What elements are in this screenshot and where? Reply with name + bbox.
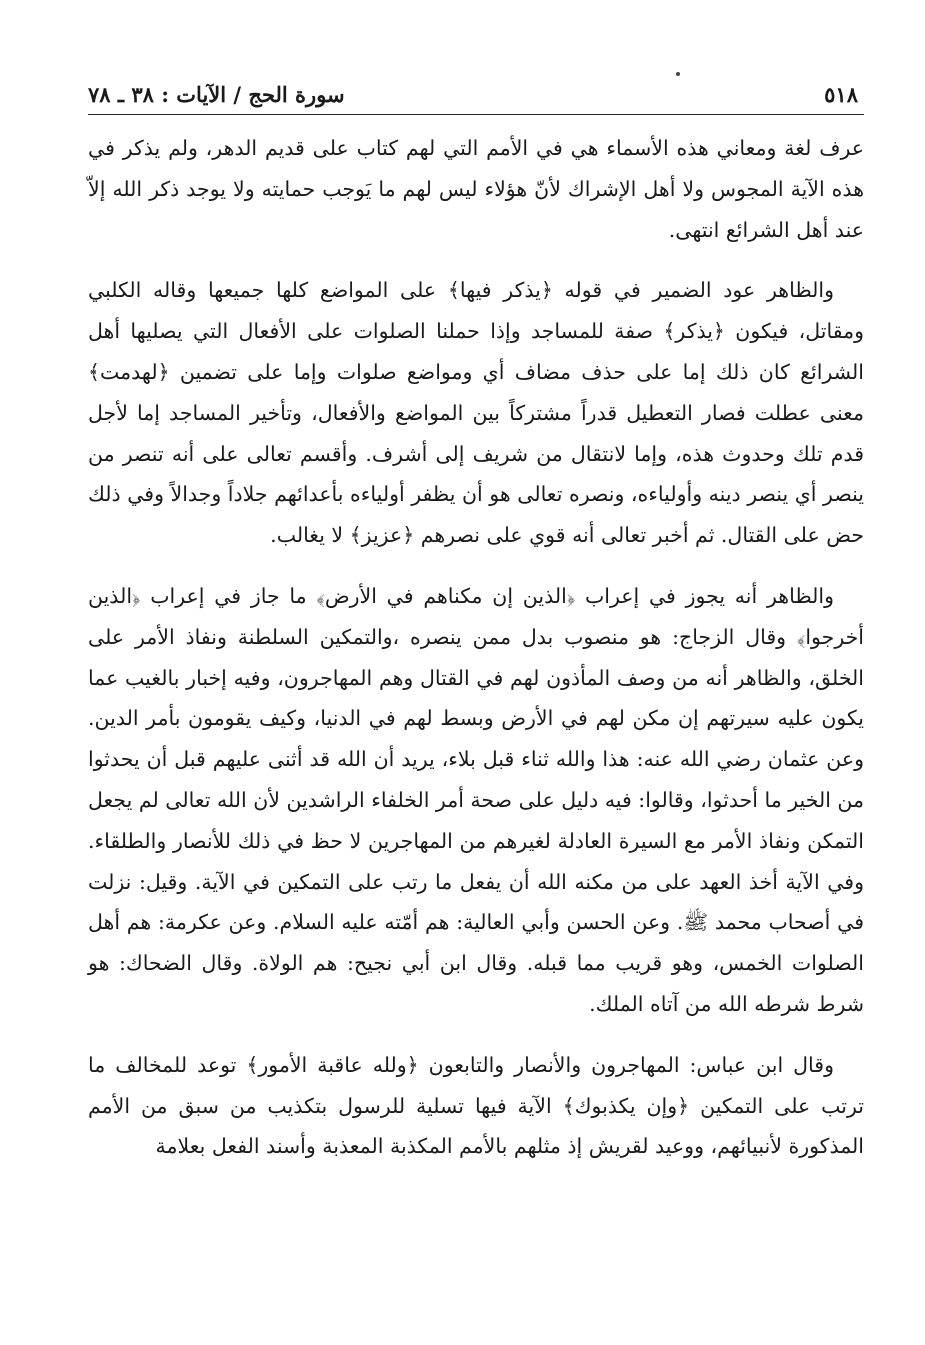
- header-divider: [88, 114, 864, 115]
- running-title: سورة الحج / الآيات : ٣٨ ـ ٧٨: [88, 82, 345, 107]
- paragraph: والظاهر أنه يجوز في إعراب ﴿الذين إن مكناهم في الأرض﴾ ما جاز في إعراب ﴿الذين أخرجوا﴾ وقال الزجاج: هو منصوب بدل ممن ينصره ،والتمكين السلطنة ونفاذ الأمر على الخلق، والظاهر أنه من وصف المأذون لهم في القتال وهم المهاجرون، وفيه إخبار بالغيب عما يكون عليه سيرتهم إن مكن لهم في الأرض وبسط لهم في الدنيا، وكيف يقومون بأمر الدين. وعن عثمان رضي الله عنه: هذا والله ثناء قبل بلاء، يريد أن الله قد أثنى عليهم قبل أن يحدثوا من الخير ما أحدثوا، وقالوا: فيه دليل على صحة أمر الخلفاء الراشدين لأن الله تعالى لم يجعل التمكن ونفاذ الأمر مع السيرة العادلة لغيرهم من المهاجرين لا حظ في ذلك للأنصار والطلقاء. وفي الآية أخذ العهد على من مكنه الله أن يفعل ما رتب على التمكين في الآية. وقيل: نزلت في أصحاب محمد ﷺ. وعن الحسن وأبي العالية: هم أمّته عليه السلام. وعن عكرمة: هم أهل الصلوات الخمس، وهو قريب مما قبله. وقال ابن أبي نجيح: هم الولاة. وقال الضحاك: هو شرط شرطه الله من آتاه الملك.: [88, 583, 864, 1016]
- page-body: [88, 128, 864, 1167]
- page-number: ٥١٨: [824, 82, 858, 107]
- scan-speck: [676, 72, 680, 76]
- paragraph-gap: [88, 1025, 864, 1045]
- paragraph: والظاهر عود الضمير في قوله ﴿يذكر فيها﴾ على المواضع كلها جميعها وقاله الكلبي ومقاتل، فيكون ﴿يذكر﴾ صفة للمساجد وإذا حملنا الصلوات على الأفعال التي يصليها أهل الشرائع كان ذلك إما على حذف مضاف أي ومواضع صلوات وإما على تضمين ﴿لهدمت﴾ معنى عطلت فصار التعطيل قدراً مشتركاً بين المواضع والأفعال، وتأخير المساجد إما لأجل قدم تلك وحدوث هذه، وإما لانتقال من شريف إلى أشرف. وأقسم تعالى على أنه تنصر من ينصر أي ينصر دينه وأولياءه، ونصره تعالى هو أن يظفر أولياءه بأعدائهم جلاداً وجدالاً وفي ذلك حض على القتال. ثم أخبر تعالى أنه قوي على نصرهم ﴿عزيز﴾ لا يغالب.: [88, 278, 864, 548]
- paragraph: وقال ابن عباس: المهاجرون والأنصار والتابعون ﴿ولله عاقبة الأمور﴾ توعد للمخالف ما ترتب على التمكين ﴿وإن يكذبوك﴾ الآية فيها تسلية للرسول بتكذيب من سبق من الأمم المذكورة لأنبيائهم، ووعيد لقريش إذ مثلهم بالأمم المكذبة المعذبة وأسند الفعل بعلامة: [88, 1052, 864, 1159]
- paragraph: عرف لغة ومعاني هذه الأسماء هي في الأمم التي لهم كتاب على قديم الدهر، ولم يذكر في هذه الآية المجوس ولا أهل الإشراك لأنّ هؤلاء ليس لهم ما يَوجب حمايته ولا يوجد ذكر الله إلاّ عند أهل الشرائع انتهى.: [88, 136, 864, 242]
- book-page: [88, 72, 864, 1292]
- page-header: [88, 72, 864, 112]
- paragraph-gap: [88, 250, 864, 270]
- paragraph-gap: [88, 556, 864, 576]
